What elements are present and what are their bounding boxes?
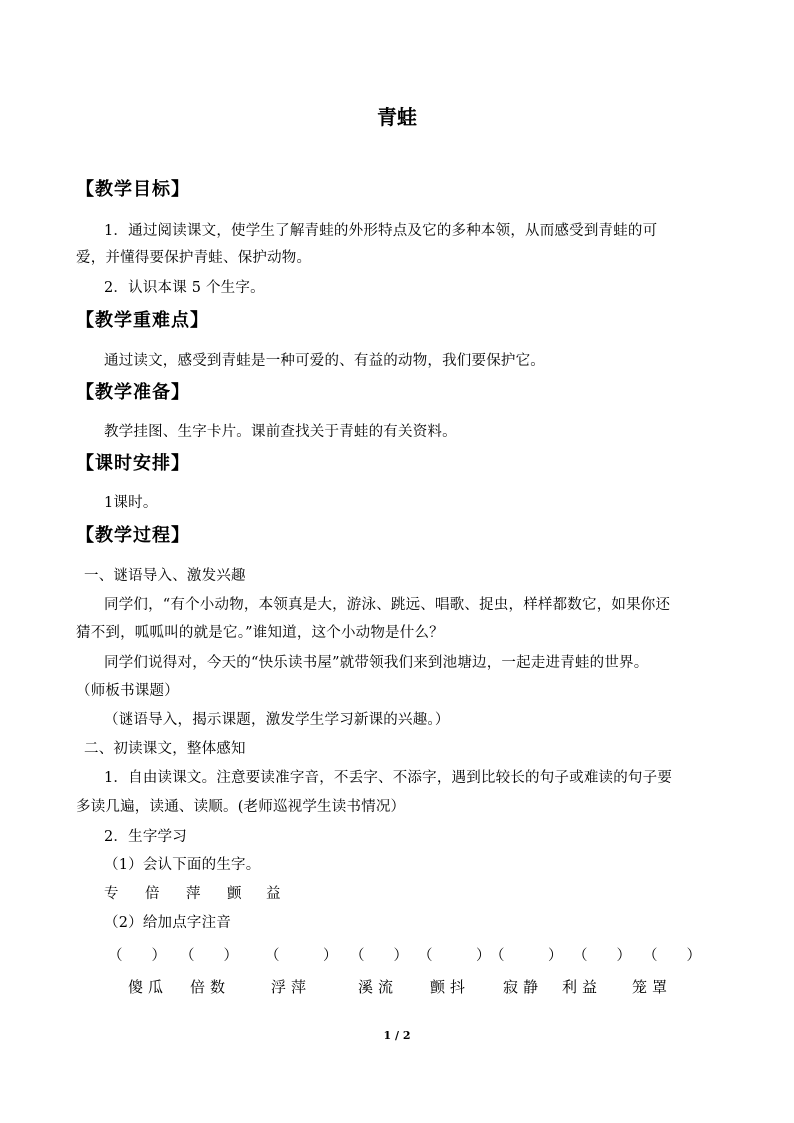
document-title: 青蛙 — [377, 105, 417, 129]
word-6: 寂静 — [503, 978, 544, 996]
step-2-paragraph-2: 2．生字学习 — [104, 829, 187, 845]
char-3: 萍 — [186, 886, 201, 902]
pinyin-blank-7: （ ） — [573, 948, 631, 964]
pinyin-blank-8: （ ） — [643, 948, 701, 964]
page-number: 1 / 2 — [383, 1029, 411, 1042]
step-1-paragraph-2-line-1: 同学们说得对，今天的“快乐读书屋”就带领我们来到池塘边，一起走进青蛙的世界。 — [104, 655, 649, 671]
step-1-title: 一、谜语导入、激发兴趣 — [84, 568, 246, 584]
pinyin-blanks-row — [0, 944, 794, 964]
sub-item-1: （1）会认下面的生字。 — [104, 857, 261, 873]
goals-paragraph-1-line-2: 爱，并懂得要保护青蛙、保护动物。 — [76, 250, 312, 266]
pinyin-blank-6: （ ） — [490, 948, 563, 964]
word-5: 颤抖 — [430, 978, 471, 996]
word-2: 倍数 — [190, 978, 231, 996]
step-1-paragraph-1-line-2: 猜不到，呱呱叫的就是它。”谁知道，这个小动物是什么？ — [76, 625, 444, 641]
char-5: 益 — [266, 886, 281, 902]
schedule-paragraph: 1课时。 — [104, 495, 158, 511]
goals-paragraph-2: 2．认识本课 5 个生字。 — [104, 280, 265, 296]
step-2-paragraph-1-line-1: 1．自由读课文。注意要读准字音，不丢字、不添字，遇到比较长的句子或难读的句子要 — [104, 770, 673, 786]
word-1: 傻瓜 — [128, 978, 169, 996]
step-2-paragraph-1-line-2: 多读几遍，读通、读顺。(老师巡视学生读书情况） — [76, 799, 406, 815]
pinyin-blank-1: （ ） — [108, 948, 166, 964]
step-1-paragraph-3: （谜语导入，揭示课题，激发学生学习新课的兴趣。） — [104, 712, 450, 728]
step-1-paragraph-2-line-2: （师板书课题） — [76, 683, 179, 699]
goals-paragraph-1-line-1: 1．通过阅读课文，使学生了解青蛙的外形特点及它的多种本领，从而感受到青蛙的可 — [104, 223, 658, 239]
heading-preparation: 【教学准备】 — [76, 382, 190, 403]
word-3: 浮萍 — [271, 978, 312, 996]
pinyin-words-row — [0, 976, 794, 996]
char-4: 颤 — [227, 886, 242, 902]
heading-teaching-goals: 【教学目标】 — [76, 179, 190, 200]
char-1: 专 — [104, 886, 119, 902]
heading-schedule: 【课时安排】 — [76, 453, 190, 474]
word-7: 利益 — [562, 978, 603, 996]
heading-teaching-process: 【教学过程】 — [76, 525, 190, 546]
word-8: 笼罩 — [632, 978, 673, 996]
key-points-paragraph: 通过读文，感受到青蛙是一种可爱的、有益的动物，我们要保护它。 — [104, 353, 545, 369]
pinyin-blank-2: （ ） — [180, 948, 238, 964]
preparation-paragraph: 教学挂图、生字卡片。课前查找关于青蛙的有关资料。 — [104, 424, 457, 440]
pinyin-blank-5: （ ） — [418, 948, 491, 964]
pinyin-blank-3: （ ） — [265, 948, 338, 964]
heading-key-points: 【教学重难点】 — [76, 310, 209, 331]
word-4: 溪流 — [358, 978, 399, 996]
char-2: 倍 — [145, 886, 160, 902]
step-1-paragraph-1-line-1: 同学们，“有个小动物，本领真是大，游泳、跳远、唱歌、捉虫，样样都数它，如果你还 — [104, 597, 671, 613]
sub-item-2: （2）给加点字注音 — [104, 915, 232, 931]
pinyin-blank-4: （ ） — [350, 948, 408, 964]
step-2-title: 二、初读课文，整体感知 — [84, 741, 246, 757]
